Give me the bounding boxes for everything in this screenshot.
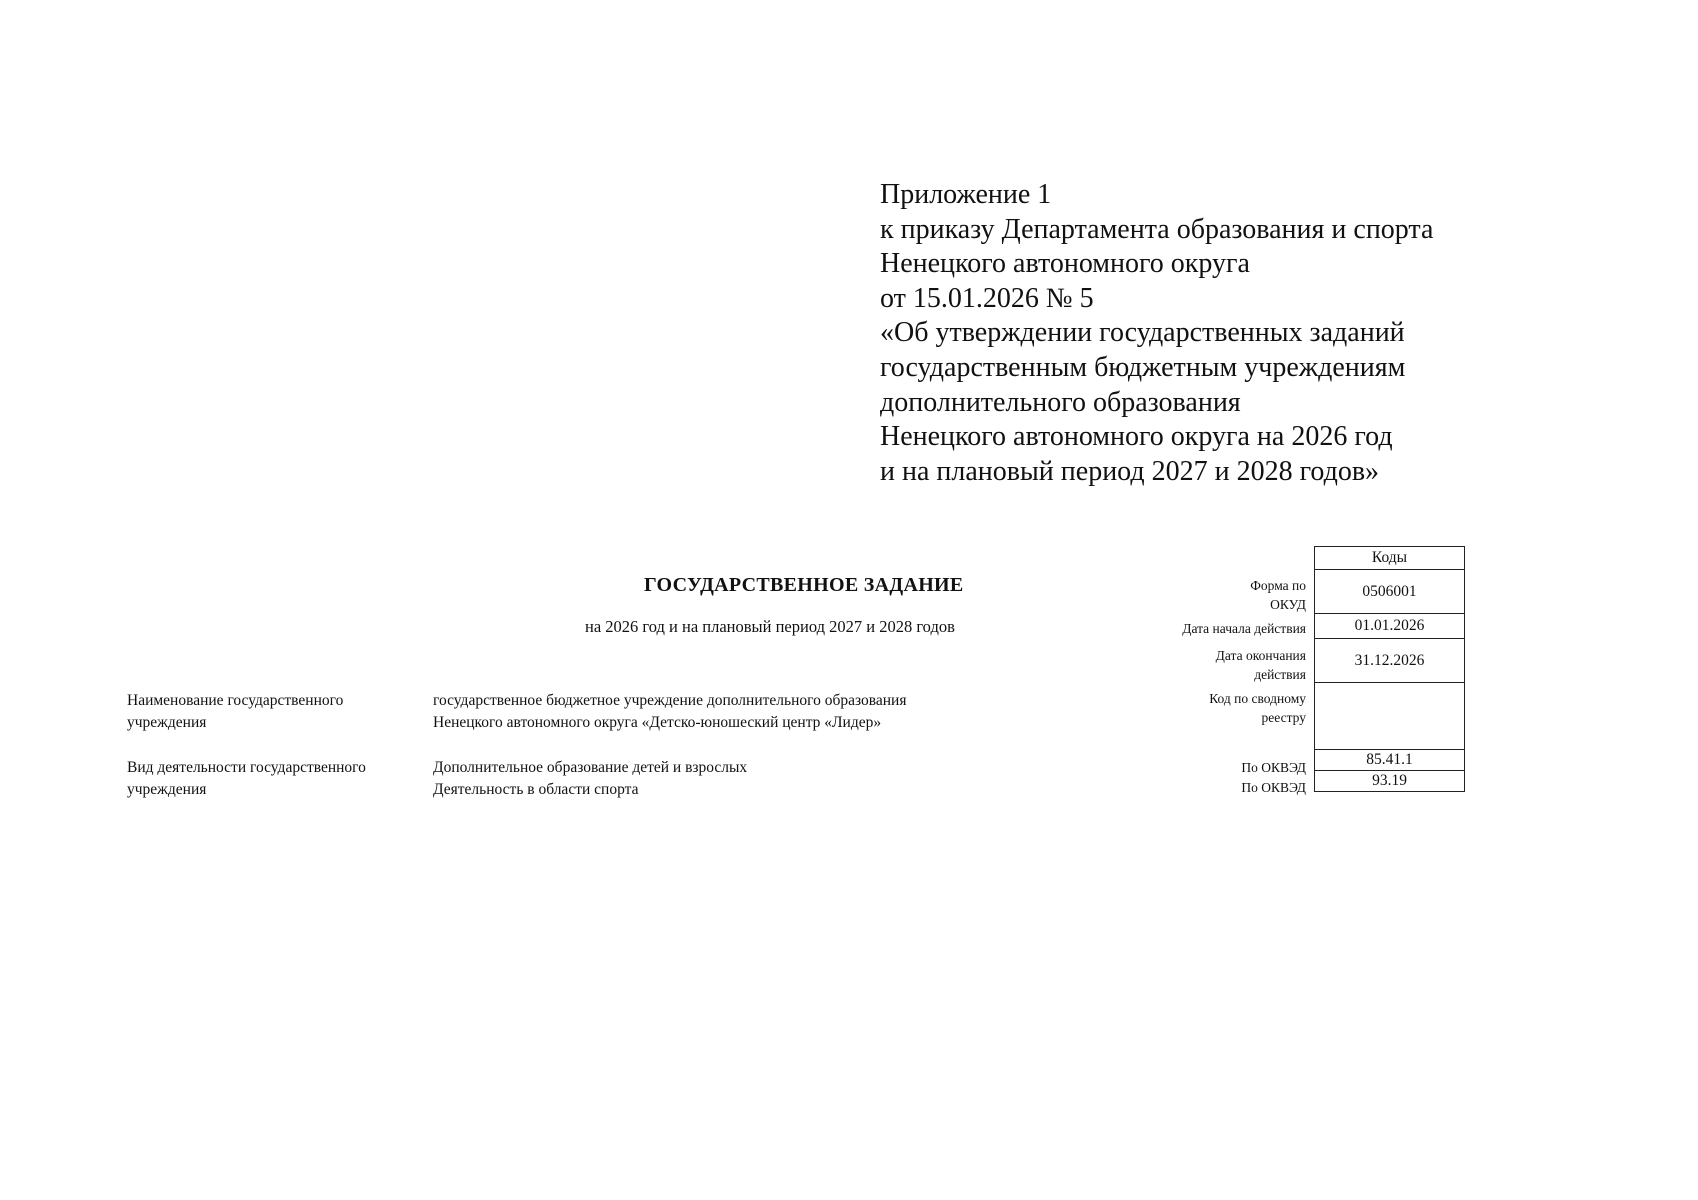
code-row-okud	[1315, 570, 1465, 614]
code-value-end-date: 31.12.2026	[1315, 639, 1465, 683]
codes-table	[1314, 546, 1465, 792]
institution-name-value	[433, 690, 906, 734]
activity-type-label	[127, 757, 417, 801]
code-row-okved-2	[1315, 771, 1465, 792]
institution-name-label	[127, 690, 417, 734]
appendix-line: Приложение 1	[880, 179, 1052, 210]
code-label-line: Дата окончания	[1215, 648, 1306, 663]
activity-type-value	[433, 757, 747, 801]
code-label-line: По ОКВЭД	[1241, 760, 1306, 775]
appendix-line: и на плановый период 2027 и 2028 годов»	[880, 455, 1380, 487]
code-label-line: Код по сводному	[1209, 691, 1306, 706]
code-label-line: Форма по	[1250, 578, 1306, 593]
code-value-okved-1: 85.41.1	[1315, 750, 1465, 771]
value-line: Деятельность в области спорта	[433, 781, 639, 798]
value-line: Ненецкого автономного округа «Детско-юношеский центр «Лидер»	[433, 714, 882, 731]
label-line: Вид деятельности государственного	[127, 759, 366, 776]
value-line: Дополнительное образование детей и взрослых	[433, 759, 748, 776]
code-label-line: По ОКВЭД	[1241, 780, 1306, 795]
code-label-start-date	[1182, 619, 1306, 638]
label-line: учреждения	[127, 781, 207, 798]
code-row-end-date	[1315, 639, 1465, 683]
code-label-line: ОКУД	[1270, 597, 1306, 612]
code-label-okved-1	[1241, 758, 1306, 777]
appendix-line: от 15.01.2026 № 5	[880, 282, 1094, 314]
document-subtitle: на 2026 год и на плановый период 2027 и 2028 годов	[585, 617, 955, 636]
code-value-okud: 0506001	[1315, 570, 1465, 614]
code-label-okved-2	[1241, 778, 1306, 797]
document-title: ГОСУДАРСТВЕННОЕ ЗАДАНИЕ	[644, 574, 964, 596]
appendix-line: к приказу Департамента образования и спорта	[880, 213, 1434, 245]
code-label-end-date	[1216, 646, 1306, 684]
codes-header: Коды	[1315, 547, 1465, 570]
appendix-line: государственным бюджетным учреждениям	[880, 351, 1406, 383]
code-value-okved-2: 93.19	[1315, 771, 1465, 792]
code-value-start-date: 01.01.2026	[1315, 614, 1465, 639]
code-label-okud	[1250, 576, 1306, 614]
appendix-line: Ненецкого автономного округа на 2026 год	[880, 421, 1393, 453]
appendix-line: Ненецкого автономного округа	[880, 248, 1250, 280]
code-row-okved-1	[1315, 750, 1465, 771]
code-label-line: Дата начала действия	[1182, 621, 1306, 636]
codes-header-row	[1315, 547, 1465, 570]
appendix-line: дополнительного образования	[880, 386, 1241, 418]
code-value-registry	[1315, 683, 1465, 750]
appendix-header	[880, 178, 1433, 489]
code-row-registry	[1315, 683, 1465, 750]
appendix-line: «Об утверждении государственных заданий	[880, 317, 1405, 349]
code-row-start-date	[1315, 614, 1465, 639]
label-line: учреждения	[127, 714, 207, 731]
label-line: Наименование государственного	[127, 692, 344, 709]
code-label-line: реестру	[1261, 710, 1306, 725]
code-label-line: действия	[1254, 667, 1306, 682]
value-line: государственное бюджетное учреждение дополнительного образования	[433, 692, 907, 709]
code-label-registry	[1209, 689, 1306, 727]
